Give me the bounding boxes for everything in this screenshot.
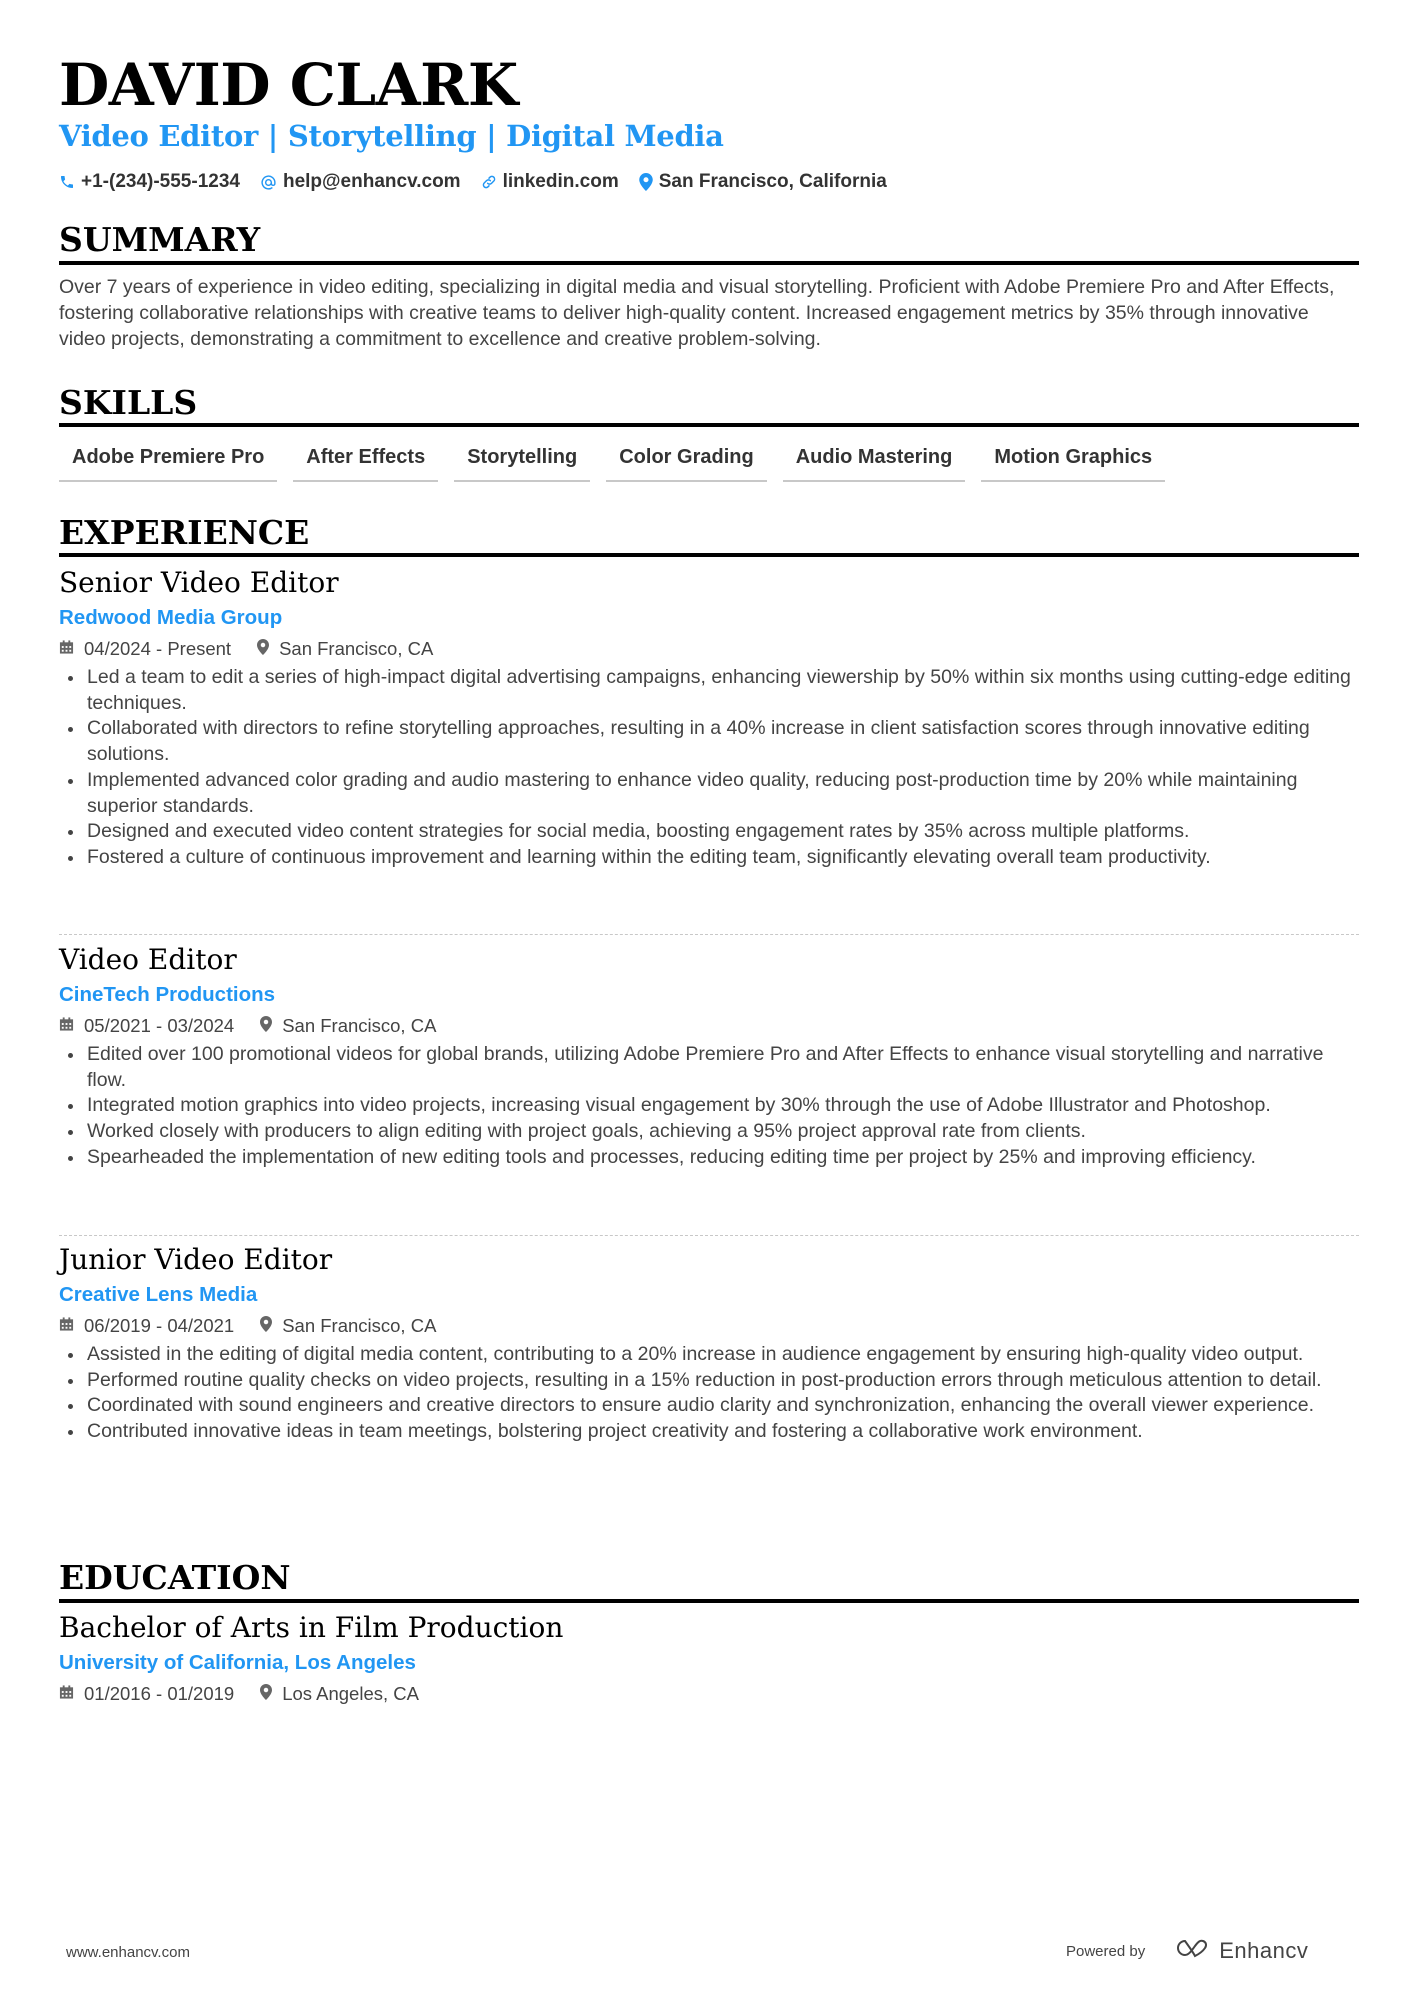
job-location: San Francisco, CA: [282, 1015, 437, 1036]
calendar-icon: [59, 1680, 74, 1708]
list-item: Edited over 100 promotional videos for global brands, utilizing Adobe Premiere Pro and After Effects to enhance visual storytelling and narrative flow.: [59, 1042, 1359, 1093]
skill-tag: Motion Graphics: [981, 440, 1165, 482]
candidate-name: DAVID CLARK: [59, 51, 518, 119]
job-meta: [59, 1012, 1359, 1040]
skill-tag: Storytelling: [454, 440, 590, 482]
contact-row: [59, 170, 887, 194]
company-name[interactable]: CineTech Productions: [59, 983, 276, 1006]
enhancv-brand-text: Enhancv: [1219, 1938, 1309, 1963]
candidate-headline: Video Editor | Storytelling | Digital Media: [59, 119, 724, 153]
list-item: Led a team to edit a series of high-impact digital advertising campaigns, enhancing viewership by 50% within six months using cutting-edge editing techniques.: [59, 665, 1359, 716]
entry-divider: [59, 934, 1359, 935]
skill-tag: Audio Mastering: [783, 440, 966, 482]
list-item: Designed and executed video content strategies for social media, boosting engagement rates by 35% across multiple platforms.: [59, 819, 1359, 845]
list-item: Coordinated with sound engineers and creative directors to ensure audio clarity and synchronization, enhancing the overall viewer experience.: [59, 1393, 1359, 1419]
school-name[interactable]: University of California, Los Angeles: [59, 1651, 416, 1674]
contact-phone[interactable]: [59, 170, 240, 194]
location-pin-icon: [257, 635, 269, 663]
education-location: Los Angeles, CA: [282, 1683, 419, 1704]
skill-tag: Color Grading: [606, 440, 766, 482]
skills-list: [59, 440, 1165, 482]
at-icon: [260, 174, 277, 191]
calendar-icon: [59, 1012, 74, 1040]
job-location: San Francisco, CA: [282, 1315, 437, 1336]
job-bullets: [59, 1342, 1359, 1445]
contact-location: [639, 170, 887, 194]
education-entry: [59, 1610, 1359, 1708]
skill-tag: After Effects: [293, 440, 438, 482]
footer-website-link[interactable]: www.enhancv.com: [66, 1944, 190, 1961]
job-meta: [59, 635, 1359, 663]
list-item: Collaborated with directors to refine storytelling approaches, resulting in a 40% increase in client satisfaction scores through innovative editing solutions.: [59, 716, 1359, 767]
entry-divider: [59, 1235, 1359, 1236]
phone-icon: [59, 174, 75, 190]
list-item: Worked closely with producers to align editing with project goals, achieving a 95% project approval rate from clients.: [59, 1119, 1359, 1145]
list-item: Assisted in the editing of digital media content, contributing to a 20% increase in audience engagement by ensuring high-quality video output.: [59, 1342, 1359, 1368]
location-pin-icon: [639, 173, 653, 191]
location-pin-icon: [260, 1012, 272, 1040]
list-item: Integrated motion graphics into video projects, increasing visual engagement by 30% through the use of Adobe Illustrator and Photoshop.: [59, 1093, 1359, 1119]
section-divider: [59, 261, 1359, 265]
job-title: Video Editor: [59, 943, 237, 976]
experience-entry: [59, 1242, 1359, 1445]
enhancv-logo-icon: [1171, 1936, 1211, 1966]
section-title-education: EDUCATION: [59, 1558, 291, 1597]
company-name[interactable]: Creative Lens Media: [59, 1283, 258, 1306]
skill-tag: Adobe Premiere Pro: [59, 440, 277, 482]
contact-phone-text: +1-(234)-555-1234: [81, 171, 240, 192]
section-divider: [59, 1599, 1359, 1603]
location-pin-icon: [260, 1312, 272, 1340]
calendar-icon: [59, 635, 74, 663]
job-title: Senior Video Editor: [59, 566, 339, 599]
job-dates: 05/2021 - 03/2024: [84, 1015, 235, 1036]
section-divider: [59, 423, 1359, 427]
education-meta: [59, 1680, 1359, 1708]
section-title-skills: SKILLS: [59, 383, 198, 422]
education-dates: 01/2016 - 01/2019: [84, 1683, 235, 1704]
section-title-summary: SUMMARY: [59, 220, 261, 259]
experience-entry: [59, 942, 1359, 1171]
section-divider: [59, 553, 1359, 557]
job-dates: 04/2024 - Present: [84, 638, 232, 659]
list-item: Implemented advanced color grading and audio mastering to enhance video quality, reducing post-production time by 20% while maintaining superior standards.: [59, 768, 1359, 819]
job-title: Junior Video Editor: [59, 1243, 333, 1276]
experience-entry: [59, 565, 1359, 871]
summary-text: Over 7 years of experience in video editing, specializing in digital media and visual storytelling. Proficient with Adobe Premiere Pro and After Effects, fostering collaborative relationships with creative teams to deliver high-quality content. Increased engagement metrics by 35% through innovative video projects, demonstrating a commitment to excellence and creative problem-solving.: [59, 276, 1335, 350]
job-bullets: [59, 665, 1359, 871]
contact-location-text: San Francisco, California: [658, 171, 887, 192]
list-item: Contributed innovative ideas in team meetings, bolstering project creativity and fostering a collaborative work environment.: [59, 1419, 1359, 1445]
job-dates: 06/2019 - 04/2021: [84, 1315, 235, 1336]
job-bullets: [59, 1042, 1359, 1171]
job-meta: [59, 1312, 1359, 1340]
link-icon: [481, 174, 497, 190]
powered-by-label: Powered by: [1066, 1942, 1146, 1960]
list-item: Spearheaded the implementation of new editing tools and processes, reducing editing time per project by 25% and improving efficiency.: [59, 1145, 1359, 1171]
contact-email[interactable]: [260, 170, 461, 194]
degree-title: Bachelor of Arts in Film Production: [59, 1611, 564, 1644]
list-item: Performed routine quality checks on video projects, resulting in a 15% reduction in post-production errors through meticulous attention to detail.: [59, 1368, 1359, 1394]
job-location: San Francisco, CA: [279, 638, 434, 659]
footer-powered-by[interactable]: [1066, 1936, 1308, 1966]
contact-linkedin[interactable]: [481, 170, 619, 194]
list-item: Fostered a culture of continuous improvement and learning within the editing team, significantly elevating overall team productivity.: [59, 845, 1359, 871]
company-name[interactable]: Redwood Media Group: [59, 606, 283, 629]
contact-email-text: help@enhancv.com: [282, 171, 461, 192]
location-pin-icon: [260, 1680, 272, 1708]
contact-linkedin-text: linkedin.com: [502, 171, 619, 192]
enhancv-logo: [1171, 1936, 1308, 1966]
calendar-icon: [59, 1312, 74, 1340]
section-title-experience: EXPERIENCE: [59, 513, 310, 552]
